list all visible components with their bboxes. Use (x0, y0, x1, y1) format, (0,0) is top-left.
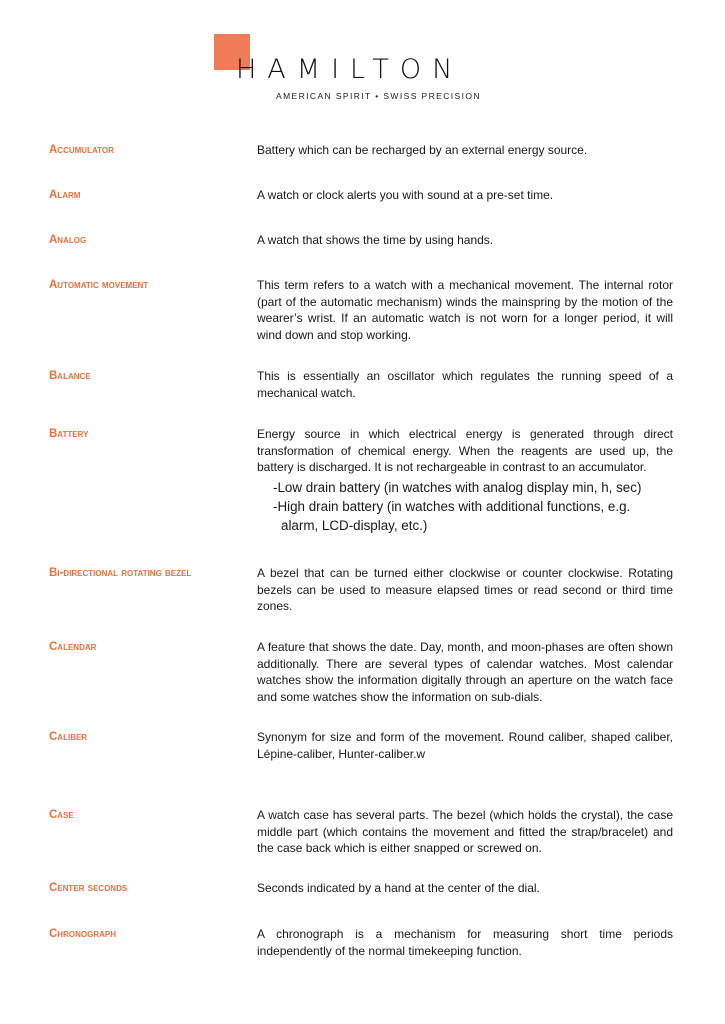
term: Automatic movement (49, 279, 149, 291)
definition: A bezel that can be turned either clockwise or counter clockwise. Rotating bezels can be used to measure elapsed times or read second or third time zones. (257, 566, 673, 613)
term: Balance (49, 370, 91, 382)
term: Analog (49, 234, 87, 246)
term: Center seconds (49, 882, 128, 894)
brand-tagline: AMERICAN SPIRIT • SWISS PRECISION (276, 91, 481, 101)
term: Battery (49, 428, 89, 440)
definition: Battery which can be recharged by an external energy source. (257, 143, 588, 157)
list-item (257, 497, 673, 535)
battery-type-list (257, 478, 673, 535)
term: Alarm (49, 189, 81, 201)
definition: Energy source in which electrical energy is generated through direct transformation of chemical energy. When the reagents are used up, the battery is discharged. It is not rechargeable in contrast to an accumulator. (257, 427, 673, 474)
definition: A watch or clock alerts you with sound at a pre-set time. (257, 188, 554, 202)
brand-logo: HAMILTON (236, 54, 464, 85)
definition: A chronograph is a mechanism for measuring short time periods independently of the normal timekeeping function. (257, 927, 673, 958)
definition: This is essentially an oscillator which regulates the running speed of a mechanical watch. (257, 369, 673, 400)
definition: A watch case has several parts. The bezel (which holds the crystal), the case middle part (which contains the movement and fitted the strap/bracelet) and the case back which is either snapped or screwed on. (257, 808, 673, 855)
list-item-continuation: alarm, LCD-display, etc.) (281, 517, 428, 533)
term: Accumulator (49, 144, 114, 156)
definition: A watch that shows the time by using hands. (257, 233, 494, 247)
term: Calendar (49, 641, 97, 653)
list-item-text: -High drain battery (in watches with additional functions, e.g. (273, 498, 631, 514)
definition: This term refers to a watch with a mechanical movement. The internal rotor (part of the automatic mechanism) winds the mainspring by the motion of the wearer’s wrist. If an automatic watch is not worn for a longer period, it will wind down and stop working. (257, 278, 673, 342)
definition-block (257, 426, 673, 535)
term: Chronograph (49, 928, 116, 940)
list-item (257, 478, 673, 497)
definition: Seconds indicated by a hand at the center of the dial. (257, 881, 540, 895)
term: Bi-directional rotating bezel (49, 567, 192, 579)
list-item-text: -Low drain battery (in watches with analog display min, h, sec) (273, 479, 642, 495)
definition: Synonym for size and form of the movement. Round caliber, shaped caliber, Lépine-caliber, Hunter-caliber.w (257, 730, 673, 761)
term: Caliber (49, 731, 88, 743)
term: Case (49, 809, 74, 821)
definition: A feature that shows the date. Day, month, and moon-phases are often shown additionally. There are several types of calendar watches. Most calendar watches show the information digitally through an aperture on the watch face and some watches show the information on sub-dials. (257, 640, 673, 704)
